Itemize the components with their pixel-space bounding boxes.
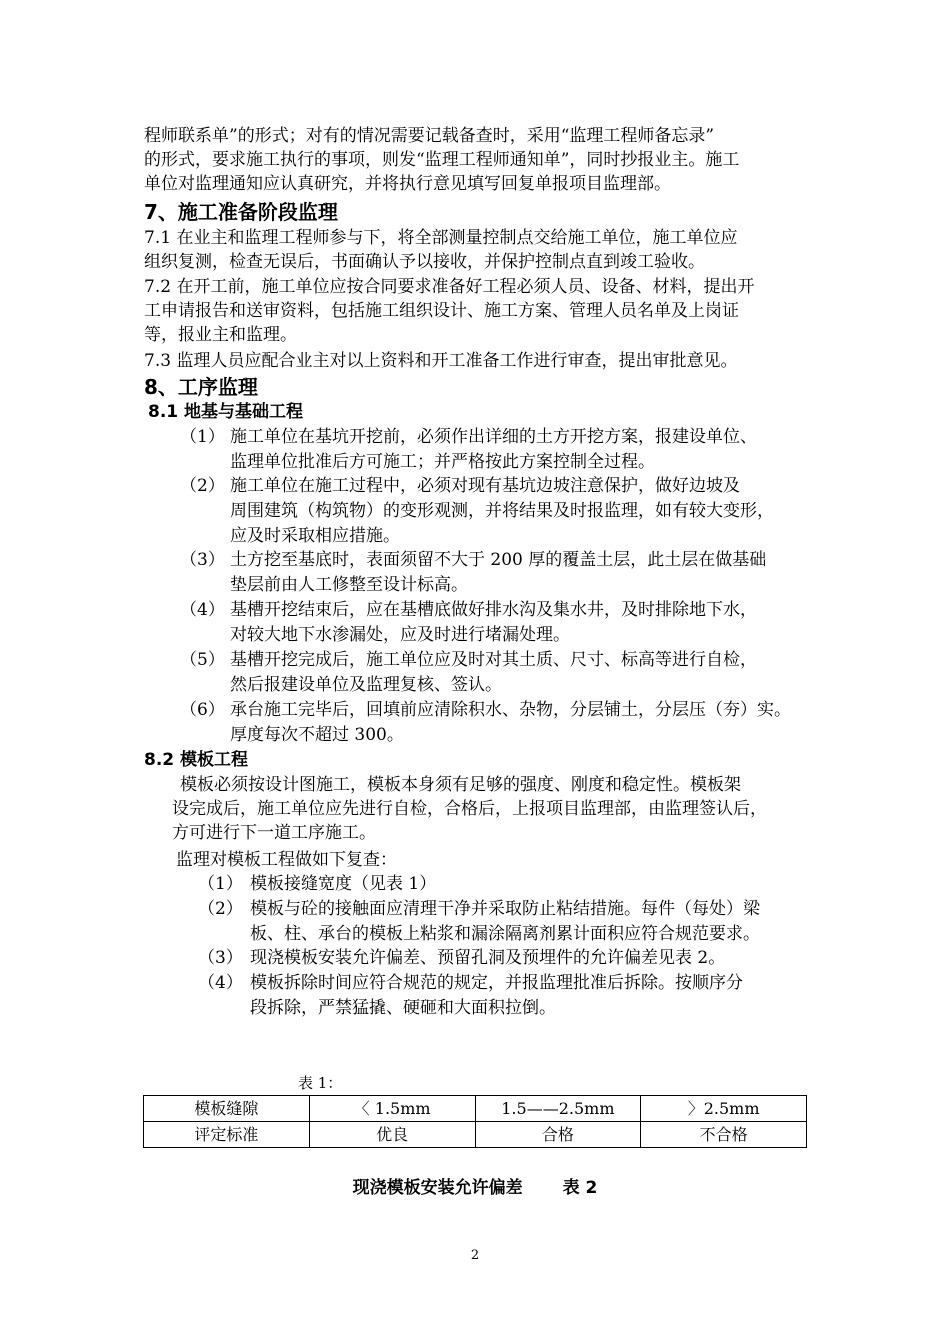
text-line: 施工单位在施工过程中，必须对现有基坑边坡注意保护，做好边坡及 (230, 476, 740, 496)
subsection-8-2-heading: 8.2 模板工程 (144, 750, 249, 770)
text-line: 周围建筑（构筑物）的变形观测，并将结果及时报监理，如有较大变形， (230, 501, 774, 521)
text-line: 基槽开挖结束后，应在基槽底做好排水沟及集水井，及时排除地下水， (230, 600, 757, 620)
text-line: 板、柱、承台的模板上粘浆和漏涂隔离剂累计面积应符合规范要求。 (250, 924, 760, 944)
table-cell: 1.5——2.5mm (475, 1096, 641, 1122)
text-line: 等，报业主和监理。 (144, 325, 297, 345)
item-number: （5） (180, 650, 225, 670)
table-cell: 模板缝隙 (144, 1096, 310, 1122)
item-number: （1） (180, 427, 225, 447)
text-line: 基槽开挖完成后，施工单位应及时对其土质、尺寸、标高等进行自检， (230, 650, 757, 670)
table-1-caption: 表 1： (298, 1074, 343, 1092)
item-number: （1） (198, 874, 243, 894)
table-cell: 〈 1.5mm (309, 1096, 475, 1122)
text-line: 应及时采取相应措施。 (230, 526, 400, 546)
table-2-label: 表 2 (562, 1178, 598, 1198)
table-cell: 不合格 (641, 1122, 807, 1148)
text-line: 7.3 监理人员应配合业主对以上资料和开工准备工作进行审查，提出审批意见。 (144, 351, 738, 371)
text-line: 对较大地下水渗漏处，应及时进行堵漏处理。 (230, 625, 570, 645)
text-line: 方可进行下一道工序施工。 (172, 823, 376, 843)
paragraph-7-2 (144, 275, 814, 347)
text-line: 厚度每次不超过 300。 (230, 725, 404, 745)
item-number: （6） (180, 700, 225, 720)
text-line: 单位对监理通知应认真研究，并将执行意见填写回复单报项目监理部。 (144, 174, 671, 194)
item-number: （3） (180, 550, 225, 570)
text-line: 程师联系单”的形式；对有的情况需要记载备查时，采用“监理工程师备忘录” (144, 126, 715, 146)
table-1 (143, 1095, 807, 1148)
subsection-8-1-heading: 8.1 地基与基础工程 (148, 402, 304, 422)
text-line: 模板必须按设计图施工，模板本身须有足够的强度、刚度和稳定性。模板架 (180, 775, 741, 795)
table-2-name: 现浇模板安装允许偏差 (352, 1178, 523, 1198)
item-number: （4） (198, 973, 243, 993)
table-2-title (0, 1173, 950, 1198)
text-line: 组织复测，检查无误后，书面确认予以接收，并保护控制点直到竣工验收。 (144, 252, 705, 272)
paragraph-7-3 (144, 349, 814, 373)
table-row (144, 1122, 807, 1148)
text-line: 设完成后，施工单位应先进行自检，合格后，上报项目监理部，由监理签认后， (172, 799, 767, 819)
text-line: 监理单位批准后方可施工；并严格按此方案控制全过程。 (230, 452, 655, 472)
item-number: （2） (198, 899, 243, 919)
table-row (144, 1096, 807, 1122)
item-number: （2） (180, 476, 225, 496)
text-line: 然后报建设单位及监理复核、签认。 (230, 675, 502, 695)
table-cell: 〉2.5mm (641, 1096, 807, 1122)
text-line: 模板接缝宽度（见表 1） (250, 874, 437, 894)
text-line: 模板拆除时间应符合规范的规定，并报监理批准后拆除。按顺序分 (250, 973, 743, 993)
table-cell: 优良 (309, 1122, 475, 1148)
item-number: （3） (198, 948, 243, 968)
text-line: 工申请报告和送审资料，包括施工组织设计、施工方案、管理人员名单及上岗证 (144, 301, 739, 321)
formwork-paragraph (172, 773, 812, 845)
section-8-heading: 8、工序监理 (144, 375, 258, 399)
review-lead: 监理对模板工程做如下复查： (176, 850, 397, 870)
text-line: 模板与砼的接触面应清理干净并采取防止粘结措施。每件（每处）梁 (250, 899, 760, 919)
text-line: 现浇模板安装允许偏差、预留孔洞及预埋件的允许偏差见表 2。 (250, 948, 726, 968)
section-7-heading: 7、施工准备阶段监理 (144, 200, 338, 224)
table-cell: 评定标准 (144, 1122, 310, 1148)
table-cell: 合格 (475, 1122, 641, 1148)
text-line: 垫层前由人工修整至设计标高。 (230, 575, 468, 595)
text-line: 7.2 在开工前，施工单位应按合同要求准备好工程必须人员、设备、材料，提出开 (144, 277, 755, 297)
text-line: 的形式，要求施工执行的事项，则发“监理工程师通知单”，同时抄报业主。施工 (144, 150, 740, 170)
page-number: 2 (470, 1248, 480, 1263)
text-line: 土方挖至基底时，表面须留不大于 200 厚的覆盖土层，此土层在做基础 (230, 550, 767, 570)
text-line: 承台施工完毕后，回填前应清除积水、杂物，分层铺土，分层压（夯）实。 (230, 700, 791, 720)
text-line: 施工单位在基坑开挖前，必须作出详细的土方开挖方案，报建设单位、 (230, 427, 757, 447)
item-number: （4） (180, 600, 225, 620)
text-line: 7.1 在业主和监理工程师参与下，将全部测量控制点交给施工单位，施工单位应 (144, 228, 738, 248)
text-line: 段拆除，严禁猛撬、硬砸和大面积拉倒。 (250, 998, 556, 1018)
paragraph-7-1 (144, 226, 814, 274)
intro-paragraph (144, 124, 814, 196)
